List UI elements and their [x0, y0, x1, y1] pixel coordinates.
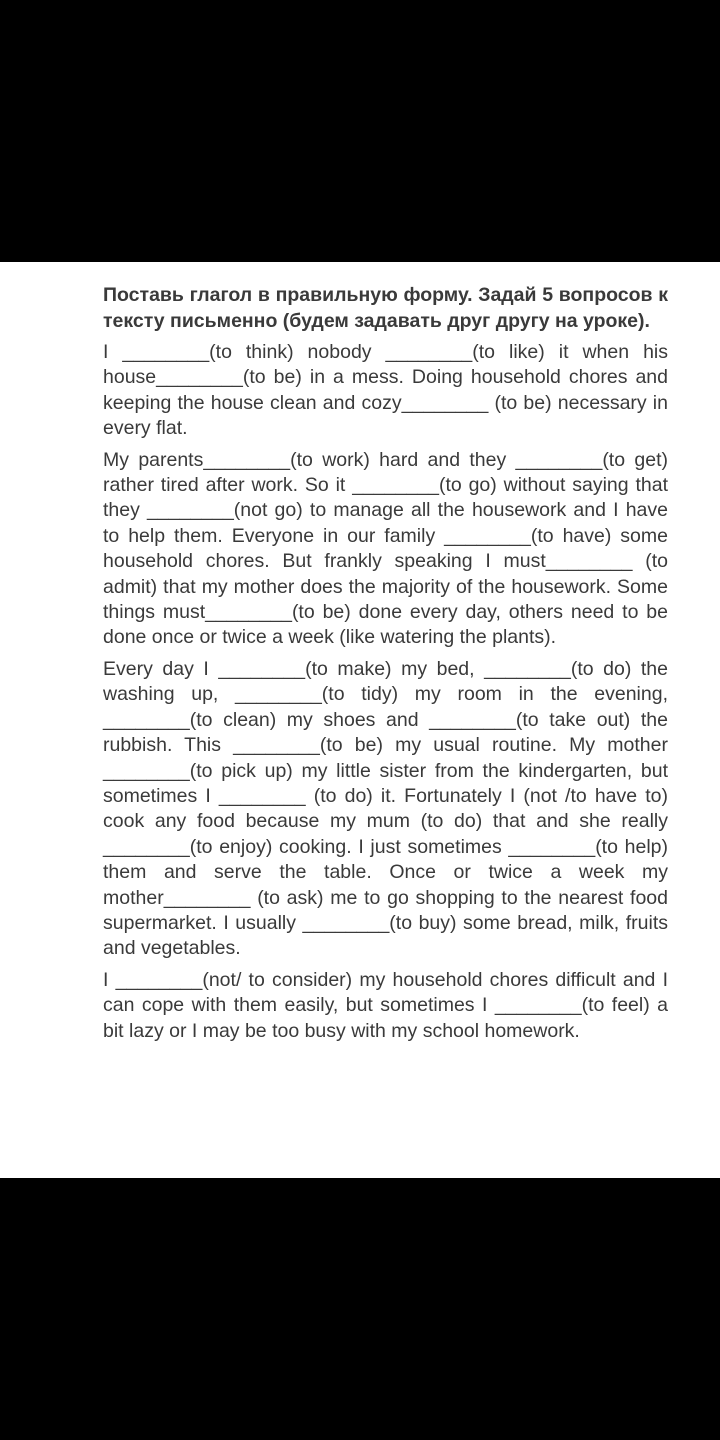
task-heading: Поставь глагол в правильную форму. Задай 5 вопросов к тексту письменно (будем задавать друг другу на уроке). — [103, 284, 668, 332]
paragraph-4: I ________(not/ to consider) my household chores difficult and I can cope with them easily, but sometimes I ________(to feel) a bit lazy or I may be too busy with my school homework. — [103, 968, 668, 1042]
paragraph-3: Every day I ________(to make) my bed, ________(to do) the washing up, ________(to tidy) my room in the evening, ________(to clean) my shoes and ________(to take out) the rubbish. This ________(to be) my usual routine. My mother ________(to pick up) my little sister from the kindergarten, but sometimes I ________ (to do) it. Fortunately I (not /to have to) cook any food because my mum (to do) that and she really ________(to enjoy) cooking. I just sometimes ________(to help) them and serve the table. Once or twice a week my mother________ (to ask) me to go shopping to the nearest food supermarket. I usually ________(to buy) some bread, milk, fruits and vegetables. — [103, 657, 668, 960]
paragraph-2: My parents________(to work) hard and they ________(to get) rather tired after work. So it ________(to go) without saying that they ________(not go) to manage all the housework and I have to help them. Everyone in our family ________(to have) some household chores. But frankly speaking I must________ (to admit) that my mother does the majority of the housework. Some things must________(to be) done every day, others need to be done once or twice a week (like watering the plants). — [103, 448, 668, 649]
worksheet-content — [103, 282, 668, 1050]
worksheet-image — [0, 262, 720, 1178]
paragraph-1: I ________(to think) nobody ________(to like) it when his house________(to be) in a mess. Doing household chores and keeping the house clean and cozy________ (to be) necessary in every flat. — [103, 341, 668, 440]
